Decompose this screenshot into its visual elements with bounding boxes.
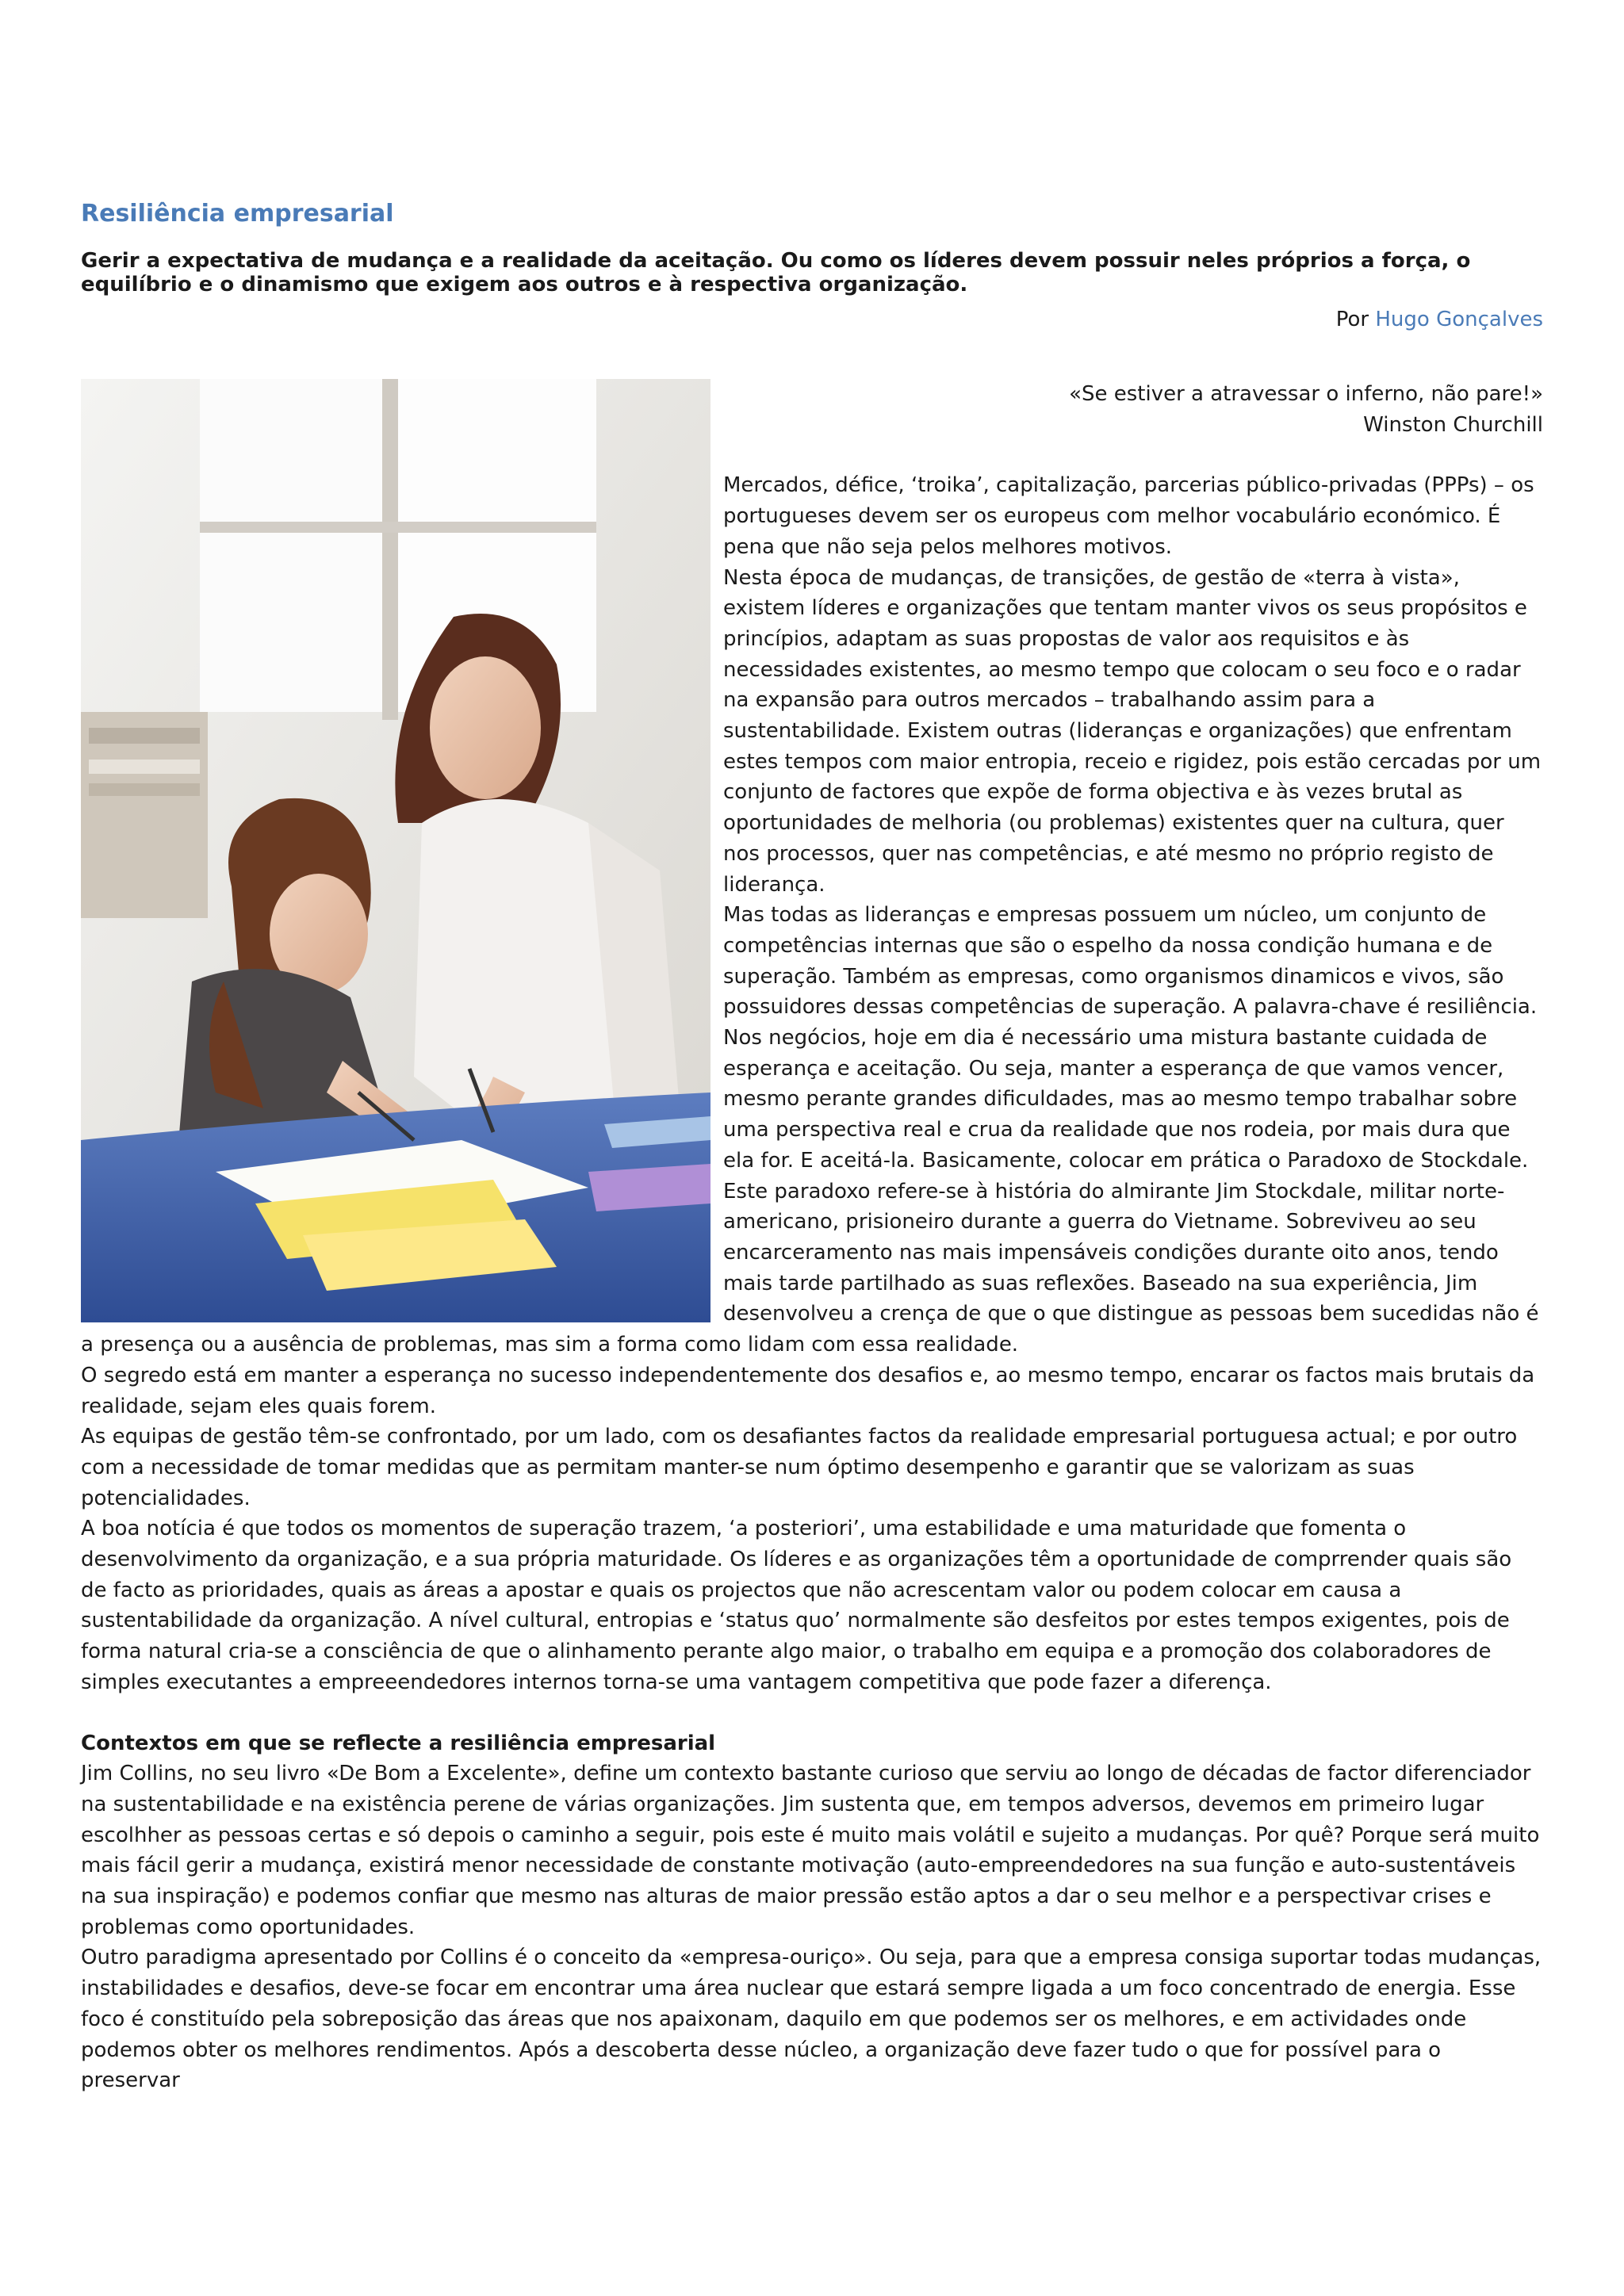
article-page	[81, 198, 1543, 2096]
article-title: Resiliência empresarial	[81, 200, 394, 228]
paragraph: As equipas de gestão têm-se confrontado, por um lado, com os desafiantes factos da realidade empresarial portuguesa actual; e por outro com a necessidade de tomar medidas que as permitam manter-se num óptimo desempenho e garantir que se valorizam as suas potencialidades.	[81, 1425, 1518, 1510]
paragraph: Outro paradigma apresentado por Collins é o conceito da «empresa-ouriço». Ou seja, para que a empresa consiga suportar todas mudanças, instabilidades e desafios, deve-se focar em encontrar uma área nuclear que estará sempre ligada a um foco concentrado de energia. Esse foco é constituído pela sobreposição das áreas que nos apaixonam, daquilo em que podemos ser os melhores, e em actividades onde podemos obter os melhores rendimentos. Após a descoberta desse núcleo, a organização deve fazer tudo o que for possível para o preservar	[81, 1946, 1542, 2093]
paragraph: Jim Collins, no seu livro «De Bom a Excelente», define um contexto bastante curioso que serviu ao longo de décadas de factor diferenciador na sustentabilidade e na existência perene de várias organizações. Jim sustenta que, em tempos adversos, devemos em primeiro lugar escolhher as pessoas certas e só depois o caminho a seguir, pois este é muito mais volátil e sujeito a mudanças. Por quê? Porque será muito mais fácil gerir a mudança, existirá menor necessidade de constante motivação (auto-empreendedores na sua função e auto-sustentáveis na sua inspiração) e podemos confiar que mesmo nas alturas de maior pressão estão aptos a dar o seu melhor e a perspectivar crises e problemas como oportunidades.	[81, 1762, 1540, 1939]
paragraph: Nesta época de mudanças, de transições, de gestão de «terra à vista», existem líderes e organizações que tentam manter vivos os seus propósitos e princípios, adaptam as suas propostas de valor aos requisitos e às necessidades existentes, ao mesmo tempo que colocam o seu foco e o radar na expansão para outros mercados – trabalhando assim para a sustentabilidade. Existem outras (lideranças e organizações) que enfrentam estes tempos com maior entropia, receio e rigidez, pois estão cercadas por um conjunto de factores que expõe de forma objectiva e às vezes brutal as oportunidades de melhoria (ou problemas) existentes quer na cultura, quer nos processos, quer nas competências, e até mesmo no próprio registo de liderança.	[723, 565, 1542, 897]
epigraph-author: Winston Churchill	[1363, 412, 1543, 437]
article-body	[81, 379, 1543, 2096]
paragraph: Mercados, défice, ‘troika’, capitalização, parcerias público-privadas (PPPs) – os portugueses devem ser os europeus com melhor vocabulário económico. É pena que não seja pelos melhores motivos.	[723, 473, 1534, 559]
article-lead: Gerir a expectativa de mudança e a realidade da aceitação. Ou como os líderes devem possuir neles próprios a força, o equilíbrio e o dinamismo que exigem aos outros e à respectiva organização.	[81, 249, 1471, 297]
byline	[81, 306, 1543, 333]
article-photo	[81, 379, 710, 1322]
epigraph-quote: «Se estiver a atravessar o inferno, não pare!»	[1069, 382, 1543, 406]
author-link[interactable]: Hugo Gonçalves	[1375, 308, 1543, 331]
byline-prefix: Por	[1335, 308, 1376, 331]
paragraph: O segredo está em manter a esperança no sucesso independentemente dos desafios e, ao mesmo tempo, encarar os factos mais brutais da realidade, sejam eles quais forem.	[81, 1363, 1535, 1418]
paragraph: Este paradoxo refere-se à história do almirante Jim Stockdale, militar norte-americano, prisioneiro durante a guerra do Vietname. Sobreviveu ao seu encarceramento nas mais impensáveis condições durante oito anos, tendo mais tarde partilhado as suas reflexões. Baseado na sua experiência, Jim desenvolveu a crença de que o que distingue as pessoas bem sucedidas não é a presença ou a ausência de problemas, mas sim a forma como lidam com essa realidade.	[81, 1179, 1539, 1357]
paragraph: Mas todas as lideranças e empresas possuem um núcleo, um conjunto de competências internas que são o espelho da nossa condição humana e de superação. Também as empresas, como organismos dinamicos e vivos, são possuidores dessas competências de superação. A palavra-chave é resiliência.	[723, 903, 1538, 1020]
section-heading: Contextos em que se reflecte a resiliência empresarial	[81, 1731, 716, 1755]
paragraph: A boa notícia é que todos os momentos de superação trazem, ‘a posteriori’, uma estabilidade e uma maturidade que fomenta o desenvolvimento da organização, e a sua própria maturidade. Os líderes e as organizações têm a oportunidade de comprrender quais são de facto as prioridades, quais as áreas a apostar e quais os projectos que não acrescentam valor ou podem colocar em causa a sustentabilidade da organização. A nível cultural, entropias e ‘status quo’ normalmente são desfeitos por estes tempos exigentes, pois de forma natural cria-se a consciência de que o alinhamento perante algo maior, o trabalho em equipa e a promoção dos colaboradores de simples executantes a empreeendedores internos torna-se uma vantagem competitiva que pode fazer a diferença.	[81, 1517, 1512, 1694]
paragraph: Nos negócios, hoje em dia é necessário uma mistura bastante cuidada de esperança e aceitação. Ou seja, manter a esperança de que vamos vencer, mesmo perante grandes dificuldades, mas ao mesmo tempo trabalhar sobre uma perspectiva real e crua da realidade que nos rodeia, por mais dura que ela for. E aceitá-la. Basicamente, colocar em prática o Paradoxo de Stockdale.	[723, 1026, 1529, 1173]
